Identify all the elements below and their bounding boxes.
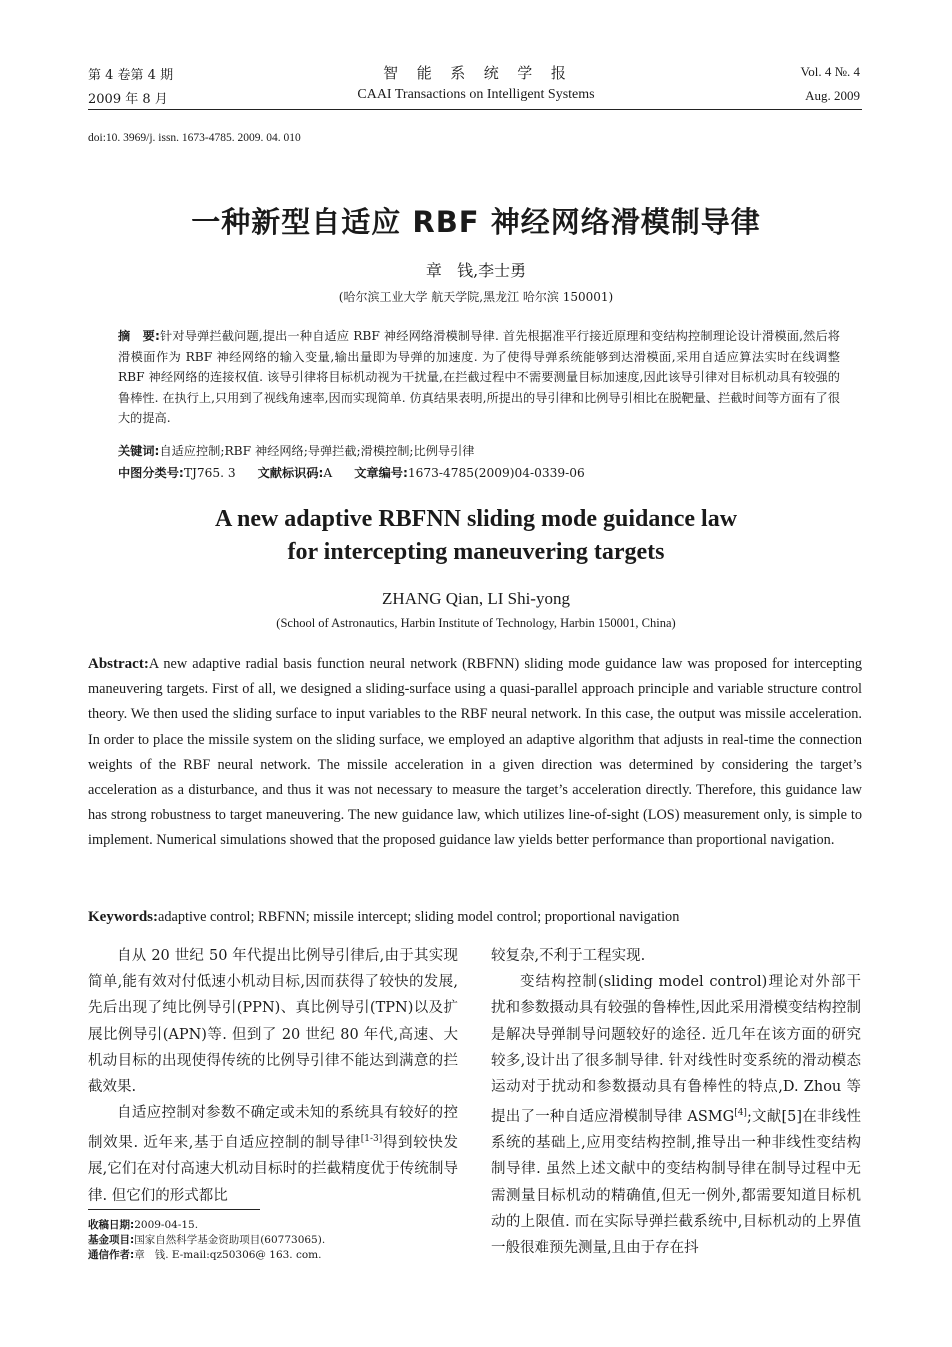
abstract-cn <box>118 326 840 429</box>
keywords-en-label: Keywords: <box>88 909 158 925</box>
body-right-paragraph-2 <box>491 969 861 1261</box>
corresponding-text: 章 钱. E-mail:qz50306@ 163. com. <box>134 1249 322 1261</box>
paper-title-cn: 一种新型自适应 RBF 神经网络滑模制导律 <box>191 205 761 239</box>
paper-title-en-line2: for intercepting maneuvering targets <box>287 539 665 565</box>
fund-text: 国家自然科学基金资助项目(60773065). <box>134 1234 326 1246</box>
doi: doi:10. 3969/j. issn. 1673-4785. 2009. 04. 010 <box>88 132 301 144</box>
abstract-en-label: Abstract: <box>88 656 149 672</box>
body-left-p2-text-b: 得到较快发展,它们在对付高速大机动目标时的拦截精度优于传统制导律. 但它们的形式都比 <box>88 1135 459 1204</box>
volume-issue-en: Vol. 4 №. 4 <box>800 64 860 79</box>
keywords-cn-label: 关键词: <box>118 444 160 458</box>
body-right-p2-text-b: ;文献[5]在非线性系统的基础上,应用变结构控制,推导出一种非线性变结构制导律. 虽然上述文献中的变结构制导律在制导过程中无需测量目标机动的精确值,但无一例外,都需要知道目标机动的上限值. 而在实际导弹拦截系统中,目标机动的上界值一般很难预先测量,且由于存在抖 <box>491 1109 861 1257</box>
abstract-cn-text: 针对导弹拦截问题,提出一种自适应 RBF 神经网络滑模制导律. 首先根据准平行接近原理和变结构控制理论设计滑模面,然后将滑模面作为 RBF 神经网络的输入变量,输出量即为导弹的加速度. 为了使得导弹系统能够到达滑模面,采用自适应算法实时在线调整 RBF 神经网络的连接权值. 该导引律将目标机动视为干扰量,在拦截过程中不需要测量目标加速度,因此该导引律对目标机动具有较强的鲁棒性. 在执行上,只用到了视线角速率,因而实现简单. 仿真结果表明,所提出的导引律和比例导引相比在脱靶量、拦截时间等方面有了很大的提高. <box>118 329 840 425</box>
corresponding-line <box>88 1248 468 1263</box>
affiliation-cn: (哈尔滨工业大学 航天学院,黑龙江 哈尔滨 150001) <box>338 290 614 304</box>
abstract-en-text: A new adaptive radial basis function neural network (RBFNN) sliding mode guidance law was proposed for intercepting maneuvering targets. First of all, we designed a sliding-surface using a quasi-parallel approach principle and variable structure control theory. We then used the sliding surface to input variables to the RBF neural network. In this case, the output was missile acceleration. In order to place the missile system on the sliding surface, we employed an adaptive algorithm that adjusts in real-time the connection weights of the RBF neural network. The missile acceleration in a given direction was determined by considering the target’s acceleration as a disturbance, and thus it was not necessary to measure the target’s acceleration directly. Therefore, this guidance law has strong robustness to target maneuvering. The new guidance law, which utilizes line-of-sight (LOS) measurement only, is simple to implement. Numerical simulations showed that the proposed guidance law yields better performance than proportional navigation. <box>88 656 862 849</box>
class-value: TJ765. 3 <box>183 466 236 480</box>
keywords-cn-text: 自适应控制;RBF 神经网络;导弹拦截;滑模控制;比例导引律 <box>159 444 475 458</box>
received-line <box>88 1218 468 1233</box>
article-no-value: 1673-4785(2009)04-0339-06 <box>407 466 585 480</box>
corresponding-label: 通信作者: <box>88 1249 135 1261</box>
affiliation-en: (School of Astronautics, Harbin Institute of Technology, Harbin 150001, China) <box>276 616 676 630</box>
keywords-cn <box>118 441 840 462</box>
footnote <box>88 1218 468 1263</box>
journal-name-en: CAAI Transactions on Intelligent Systems <box>357 87 595 102</box>
header-rule <box>88 109 862 110</box>
date-cn: 2009 年 8 月 <box>88 92 168 107</box>
body-left-column <box>88 943 458 1209</box>
fund-line <box>88 1233 468 1248</box>
class-label: 中图分类号: <box>118 466 184 480</box>
abstract-cn-label: 摘 要: <box>118 329 160 343</box>
doc-code-label: 文献标识码: <box>257 466 324 480</box>
journal-name-cn: 智 能 系 统 学 报 <box>383 64 569 82</box>
abstract-en <box>88 652 862 854</box>
paper-title-en-line1: A new adaptive RBFNN sliding mode guidance law <box>214 506 738 532</box>
citation-1-3: [1-3] <box>360 1134 383 1145</box>
classification-line <box>118 463 840 484</box>
doc-code-value: A <box>323 466 333 480</box>
body-right-paragraph-1: 较复杂,不利于工程实现. <box>491 948 646 964</box>
received-label: 收稿日期: <box>88 1219 135 1231</box>
body-left-paragraph-2 <box>88 1100 458 1209</box>
body-right-p2-text-a: 变结构控制(sliding model control)理论对外部干扰和参数摄动具有较强的鲁棒性,因此采用滑模变结构控制是解决导弹制导问题较好的途径. 近几年在该方面的研究较多,设计出了很多制导律. 针对线性时变系统的滑动模态运动对于扰动和参数摄动具有鲁棒性的特点,D. Zhou 等提出了一种自适应滑模制导律 ASMG <box>491 974 861 1126</box>
citation-4: [4] <box>734 1108 747 1119</box>
authors-cn: 章 钱,李士勇 <box>425 261 527 280</box>
volume-issue-cn: 第 4 卷第 4 期 <box>88 68 174 83</box>
body-left-p2-text-a: 自适应控制对参数不确定或未知的系统具有较好的控制效果. 近年来,基于自适应控制的制导律 <box>88 1105 458 1152</box>
authors-en: ZHANG Qian, LI Shi-yong <box>382 589 570 608</box>
article-no-label: 文章编号: <box>354 466 408 480</box>
keywords-en-text: adaptive control; RBFNN; missile intercept; sliding model control; proportional navigation <box>158 909 680 925</box>
footnote-rule <box>88 1209 260 1210</box>
body-right-column <box>491 943 861 1261</box>
received-date: 2009-04-15. <box>134 1219 199 1231</box>
body-left-paragraph-1: 自从 20 世纪 50 年代提出比例导引律后,由于其实现简单,能有效对付低速小机动目标,因而获得了较快的发展,先后出现了纯比例导引(PPN)、真比例导引(TPN)以及扩展比例导引(APN)等. 但到了 20 世纪 80 年代,高速、大机动目标的出现使得传统的比例导引律不能达到满意的拦截效果. <box>88 948 458 1096</box>
fund-label: 基金项目: <box>88 1234 135 1246</box>
keywords-en <box>88 905 862 930</box>
date-en: Aug. 2009 <box>805 88 860 103</box>
